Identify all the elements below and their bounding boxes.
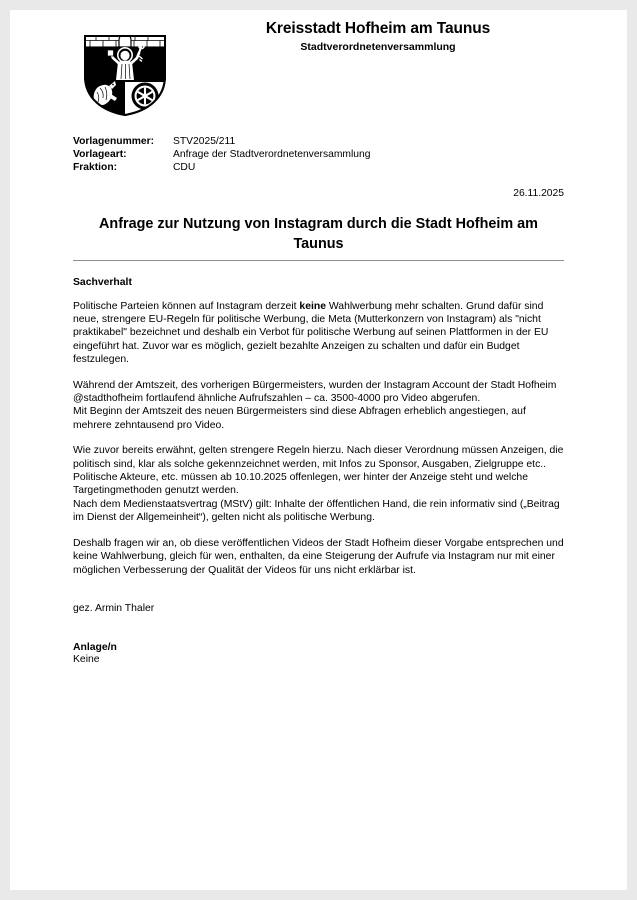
attachment-value: Keine [73, 654, 100, 666]
emphasis-text: keine [299, 300, 326, 312]
body-text: Mit Beginn der Amtszeit des neuen Bürgermeisters sind diese Abfragen erheblich angestiegen, auf mehrere zehntausend pro Video. [73, 406, 526, 431]
meta-row-fraktion [73, 161, 564, 174]
section-heading-sachverhalt: Sachverhalt [73, 276, 132, 288]
attachment-heading: Anlage/n [73, 642, 117, 654]
paragraph-p5 [73, 471, 564, 498]
meta-label: Vorlageart: [73, 149, 127, 161]
paragraph-p6 [73, 498, 564, 525]
body-text: Politische Parteien können auf Instagram derzeit [73, 300, 300, 312]
signature-line: gez. Armin Thaler [73, 602, 155, 614]
document-metadata [73, 135, 564, 175]
meta-value: STV2025/211 [173, 136, 236, 147]
body-text: Politische Akteure, etc. müssen ab 10.10.2025 offenlegen, wer hinter der Anzeige steht und welche Targetingmethoden genutzt werden. [73, 472, 528, 497]
meta-label: Fraktion: [73, 162, 118, 174]
body-text: Nach dem Medienstaatsvertrag (MStV) gilt: Inhalte der öffentlichen Hand, die rein informativ sind („Beitrag im Dienst der Allgemeinheit“), gelten nicht als politische Werbung. [73, 498, 560, 524]
organisation-titles [193, 20, 563, 53]
document-page [10, 10, 627, 890]
paragraph-p2 [73, 379, 564, 406]
page-title: Anfrage zur Nutzung von Instagram durch die Stadt Hofheim am Taunus [99, 215, 538, 252]
meta-value: CDU [173, 162, 196, 174]
paragraph-p3 [73, 405, 564, 432]
document-header [73, 10, 564, 122]
body-text: Deshalb fragen wir an, ob diese veröffentlichen Videos der Stadt Hofheim dieser Vorgabe entsprechen und keine Wahlwerbung, gleich für wen, enthalten, da eine Steigerung der Aufrufe via Instagram nur mit einer möglichen Verbesserung der Qualität der Videos für uns nicht erklärbar ist. [73, 537, 564, 576]
body-text: Wahlwerbung mehr schalten. Grund dafür sind neue, strengere EU-Regeln für politische Werbung, die Meta (Mutterkonzern von Instagram) als "nicht praktikabel" bezeichnet und deshalb ein Verbot für politische Werbung auf seinen Plattformen in der EU eingeführt hat. Zuvor war es möglich, gezielt bezahlte Anzeigen zu schalten und dafür ein Budget festzulegen. [73, 300, 549, 366]
meta-row-vorlageart [73, 148, 564, 161]
body-text: Während der Amtszeit, des vorherigen Bürgermeisters, wurden der Instagram Account der Stadt Hofheim @stadthofheim fortlaufend ähnliche Aufrufszahlen – ca. 3500-4000 pro Video abgerufen. [73, 379, 557, 405]
page-content [73, 10, 564, 667]
meta-row-vorlagenummer [73, 135, 564, 148]
organisation-name: Kreisstadt Hofheim am Taunus [265, 20, 491, 37]
organisation-body-name: Stadtverordnetenversammlung [300, 40, 456, 53]
coat-of-arms-icon [82, 14, 168, 118]
paragraph-p7 [73, 537, 564, 577]
paragraph-p1 [73, 300, 564, 367]
meta-value: Anfrage der Stadtverordnetenversammlung [173, 149, 371, 161]
body-text: Wie zuvor bereits erwähnt, gelten strengere Regeln hierzu. Nach dieser Verordnung müssen Anzeigen, die politisch sind, klar als solche gekennzeichnet werden, mit Infos zu Sponsor, Ausgaben, Zielgruppe etc.. [73, 445, 564, 470]
meta-label: Vorlagenummer: [73, 136, 155, 147]
document-date: 26.11.2025 [513, 187, 564, 199]
title-divider [73, 260, 564, 261]
paragraph-p4 [73, 444, 564, 471]
